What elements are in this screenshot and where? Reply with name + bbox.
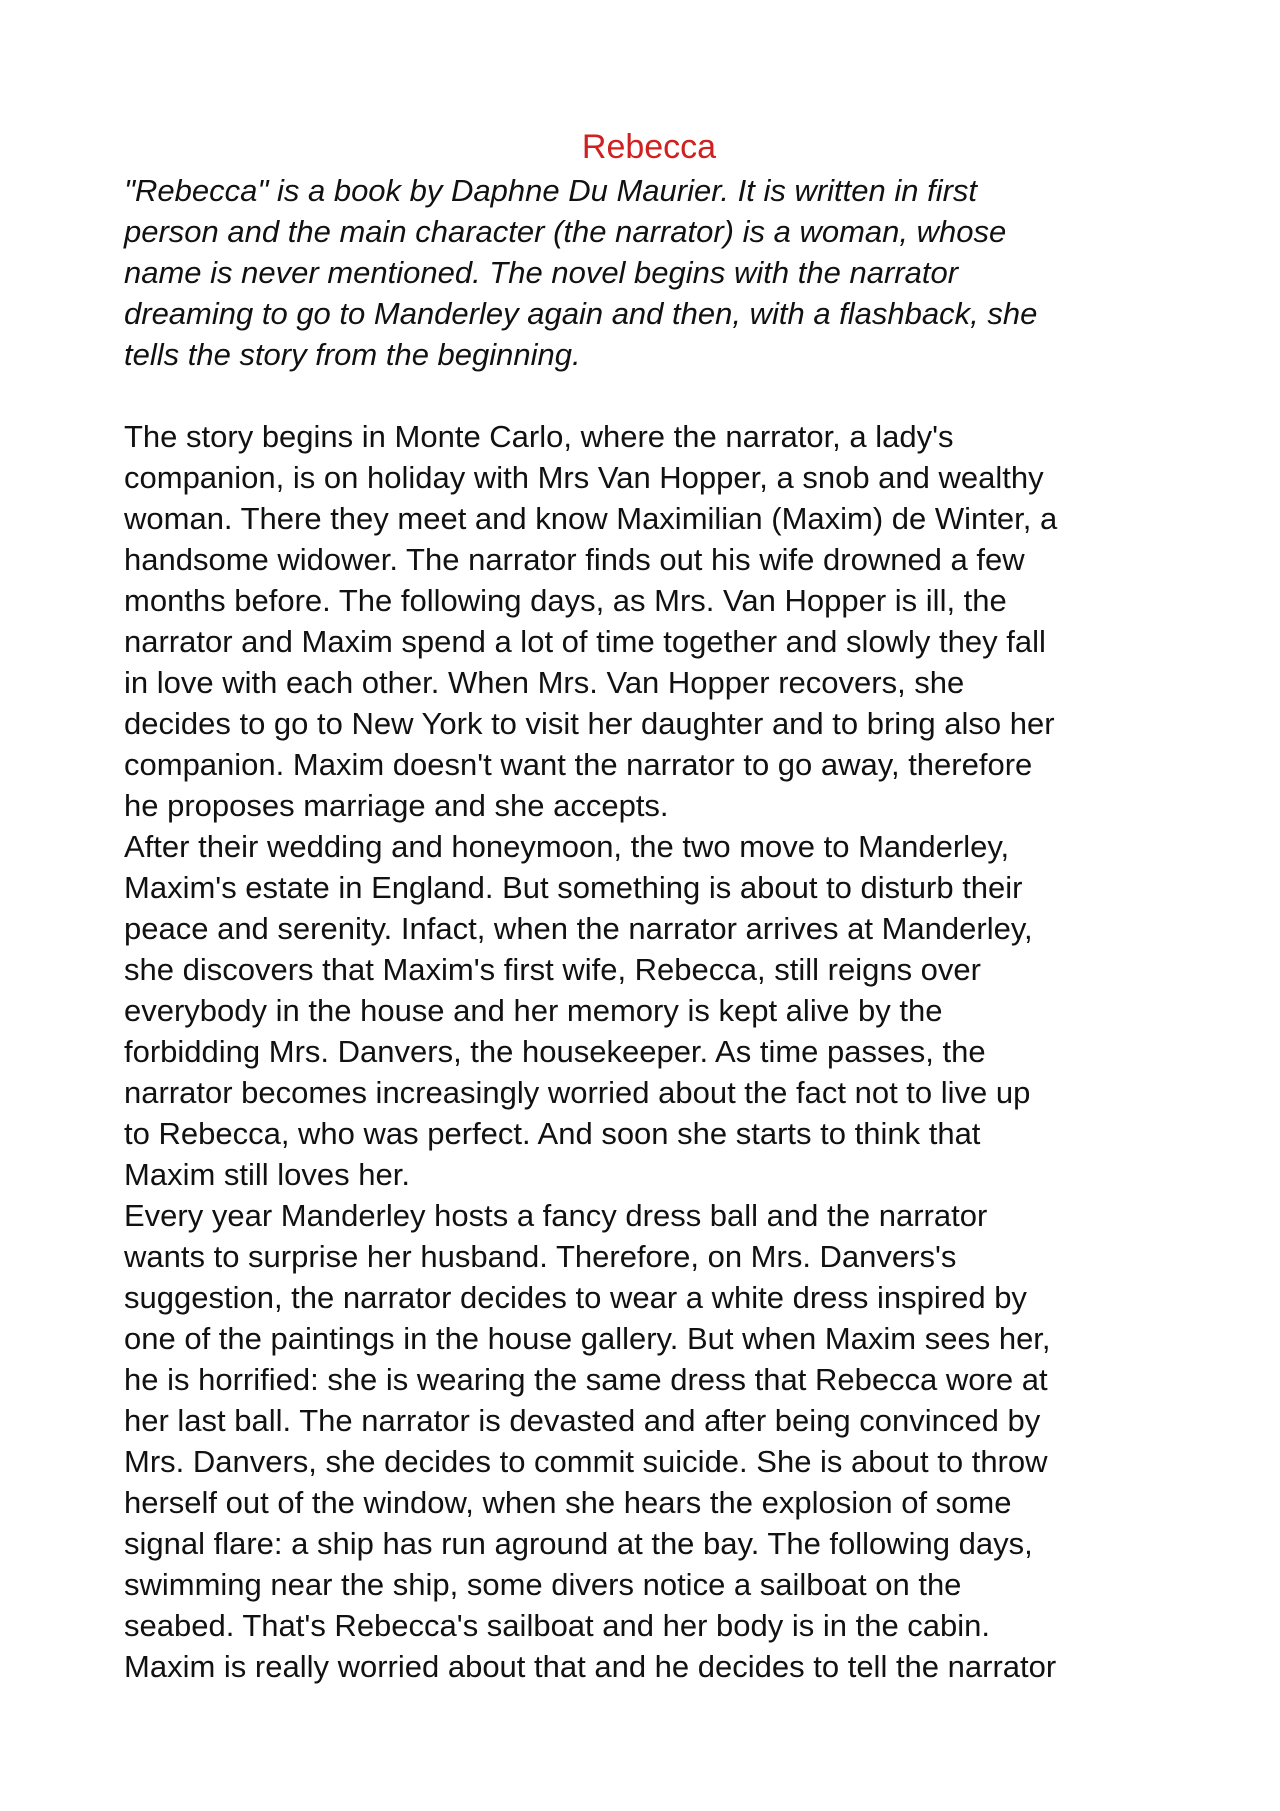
document-title: Rebecca: [581, 128, 717, 166]
intro-paragraph: "Rebecca" is a book by Daphne Du Maurier. It is written in first person and the main character (the narrator) is a woman, whose name is never mentioned. The novel begins with the narrator dreaming to go to Manderley again and then, with a flashback, she tells the story from the beginning.: [124, 173, 1038, 372]
story-paragraph: The story begins in Monte Carlo, where the narrator, a lady's companion, is on holiday with Mrs Van Hopper, a snob and wealthy woman. There they meet and know Maximilian (Maxim) de Winter, a handsome widower. The narrator finds out his wife drowned a few months before. The following days, as Mrs. Van Hopper is ill, the narrator and Maxim spend a lot of time together and slowly they fall in love with each other. When Mrs. Van Hopper recovers, she decides to go to New York to visit her daughter and to bring also her companion. Maxim doesn't want the narrator to go away, therefore he proposes marriage and she accepts. After their wedding and honeymoon, the two move to Manderley, Maxim's estate in England. But something is about to disturb their peace and serenity. Infact, when the narrator arrives at Manderley, she discovers that Maxim's first wife, Rebecca, still reigns over everybody in the house and her memory is kept alive by the forbidding Mrs. Danvers, the housekeeper. As time passes, the narrator becomes increasingly worried about the fact not to live up to Rebecca, who was perfect. And soon she starts to think that Maxim still loves her. Every year Manderley hosts a fancy dress ball and the narrator wants to surprise her husband. Therefore, on Mrs. Danvers's suggestion, the narrator decides to wear a white dress inspired by one of the paintings in the house gallery. But when Maxim sees her, he is horrified: she is wearing the same dress that Rebecca wore at her last ball. The narrator is devasted and after being convinced by Mrs. Danvers, she decides to commit suicide. She is about to throw herself out of the window, when she hears the explosion of some signal flare: a ship has run aground at the bay. The following days, swimming near the ship, some divers notice a sailboat on the seabed. That's Rebecca's sailboat and her body is in the cabin. Maxim is really worried about that and he decides to tell the narrator: [124, 419, 1058, 1684]
document-page: [124, 124, 1174, 1687]
paragraph-spacer: [124, 375, 1174, 416]
